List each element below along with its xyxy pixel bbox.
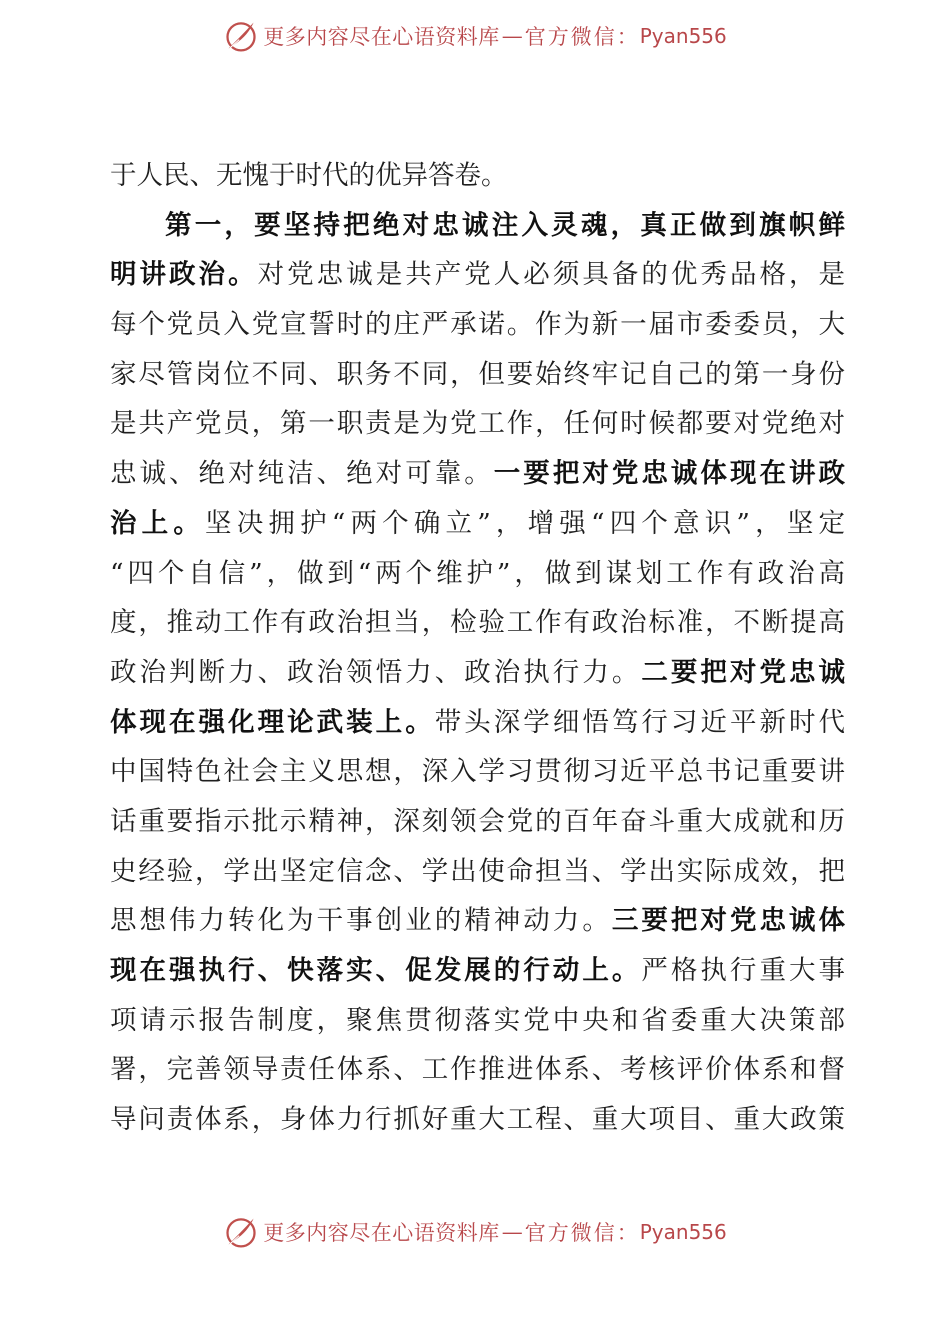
text-line: [110, 1095, 845, 1145]
text-segment: 是共产党员，第一职责是为党工作，任何时候都要对党绝对: [110, 408, 845, 440]
banner-wechat-id: Pyan556: [639, 24, 727, 48]
text-segment: 每个党员入党宣誓时的庄严承诺。作为新一届市委委员，大: [110, 309, 845, 341]
text-segment: 思想伟力转化为干事创业的精神动力。: [110, 905, 612, 937]
text-segment: 带头深学细悟笃行习近平新时代: [434, 706, 846, 738]
bold-text-segment: 二要把对党忠诚: [641, 656, 845, 688]
banner-tagline: 更多内容尽在心语资料库: [263, 25, 500, 49]
text-line: [110, 598, 845, 648]
text-segment: 导问责体系，身体力行抓好重大工程、重大项目、重大政策: [110, 1104, 845, 1136]
text-line: [110, 847, 845, 897]
bold-text-segment: 明讲政治。: [110, 259, 258, 291]
text-segment: 忠诚、绝对纯洁、绝对可靠。: [110, 458, 494, 490]
header-banner: [0, 16, 950, 56]
banner-wechat-label: 官方微信：: [524, 25, 640, 49]
bold-text-segment: 现在强执行、快落实、促发展的行动上。: [110, 955, 642, 986]
quill-pen-logo-icon: [223, 18, 259, 54]
banner-wechat-label: 官方微信：: [524, 1221, 640, 1245]
text-segment: 署，完善领导责任体系、工作推进体系、考核评价体系和督: [110, 1054, 845, 1086]
text-segment: 话重要指示批示精神，深刻领会党的百年奋斗重大成就和历: [110, 805, 845, 837]
text-line: [110, 300, 845, 350]
bold-text-segment: 体现在强化理论武装上。: [110, 706, 435, 738]
text-segment: 项请示报告制度，聚焦贯彻落实党中央和省委重大决策部: [110, 1004, 845, 1036]
text-segment: 严格执行重大事: [641, 955, 845, 986]
text-line: [110, 549, 845, 599]
text-line: [110, 449, 845, 499]
text-line: [110, 499, 845, 549]
text-line: [110, 896, 845, 946]
bold-text-segment: 治上。: [110, 507, 206, 539]
text-line: [110, 1045, 845, 1095]
text-line: [110, 797, 845, 847]
text-line: [110, 996, 845, 1046]
text-segment: 度，推动工作有政治担当，检验工作有政治标准，不断提高: [110, 607, 845, 639]
bold-text-segment: 一要把对党忠诚体现在讲政: [493, 458, 846, 490]
text-segment: 中国特色社会主义思想，深入学习贯彻习近平总书记重要讲: [110, 756, 845, 788]
bold-text-segment: 第一，要坚持把绝对忠诚注入灵魂，真正做到旗帜鲜: [165, 209, 845, 241]
banner-separator: —: [501, 1220, 523, 1244]
text-line: [110, 151, 845, 201]
text-segment: “四个自信”，做到“两个维护”，做到谋划工作有政治高: [110, 557, 845, 589]
text-line: [110, 698, 845, 748]
text-line: [110, 250, 845, 300]
text-line: [110, 350, 845, 400]
text-segment: 家尽管岗位不同、职务不同，但要始终牢记自己的第一身份: [110, 358, 845, 390]
bold-text-segment: 三要把对党忠诚体: [611, 905, 846, 937]
document-body: [110, 151, 845, 1145]
text-segment: 坚决拥护“两个确立”，增强“四个意识”，坚定: [205, 507, 845, 539]
footer-banner: [0, 1212, 950, 1252]
banner-tagline: 更多内容尽在心语资料库: [263, 1221, 500, 1245]
text-line: [110, 201, 845, 251]
text-line: [110, 399, 845, 449]
banner-wechat-id: Pyan556: [639, 1220, 727, 1244]
text-line: [110, 747, 845, 797]
text-line: [110, 946, 845, 996]
quill-pen-logo-icon: [223, 1214, 259, 1250]
text-line: [110, 648, 845, 698]
text-segment: 于人民、无愧于时代的优异答卷。: [110, 160, 508, 191]
text-segment: 史经验，学出坚定信念、学出使命担当、学出实际成效，把: [110, 855, 845, 887]
text-segment: 政治判断力、政治领悟力、政治执行力。: [110, 656, 642, 688]
text-segment: 对党忠诚是共产党人必须具备的优秀品格，是: [257, 259, 846, 291]
banner-separator: —: [501, 24, 523, 48]
